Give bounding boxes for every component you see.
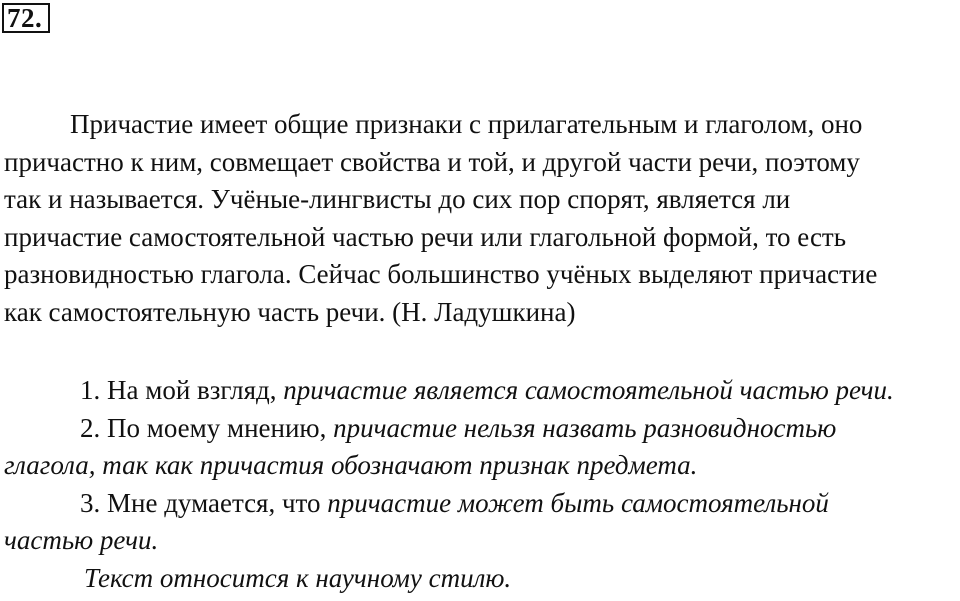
text-line: причастно к ним, совмещает свойства и той, и другой части речи, поэтому xyxy=(4,146,860,177)
text-line: Причастие имеет общие признаки с прилагательным и глаголом, оно xyxy=(70,109,863,139)
text-line: причастие самостоятельной частью речи или глагольной формой, то есть xyxy=(4,221,847,252)
answer-1-lead: 1. На мой взгляд, xyxy=(80,375,284,405)
answer-3-italic: причастие может быть самостоятельной xyxy=(327,487,829,518)
answer-2 xyxy=(4,410,956,448)
answer-3-continuation xyxy=(4,522,956,560)
conclusion xyxy=(4,560,956,598)
text-line: разновидностью глагола. Сейчас большинство учёных выделяют причастие xyxy=(4,259,878,290)
answer-3 xyxy=(4,485,956,523)
answer-2-lead: 2. По моему мнению, xyxy=(80,412,334,443)
answer-1 xyxy=(4,372,956,410)
answers xyxy=(4,372,956,598)
source-text xyxy=(4,106,956,332)
answer-3-lead: 3. Мне думается, что xyxy=(80,487,328,518)
text-line: как самостоятельную часть речи. (Н. Ладушкина) xyxy=(4,296,576,327)
answer-2-continuation xyxy=(4,447,956,485)
text-line: так и называется. Учёные-лингвисты до сих пор спорят, является ли xyxy=(4,184,791,215)
conclusion-text: Текст относится к научному стилю. xyxy=(84,562,512,593)
answer-1-italic: причастие является самостоятельной частью речи. xyxy=(283,375,894,405)
exercise-number: 72. xyxy=(2,3,50,33)
answer-3-italic-cont: частью речи. xyxy=(4,525,159,556)
answer-2-italic: причастие нельзя назвать разновидностью xyxy=(333,412,837,443)
answer-2-italic-cont: глагола, так как причастия обозначают признак предмета. xyxy=(4,450,698,481)
